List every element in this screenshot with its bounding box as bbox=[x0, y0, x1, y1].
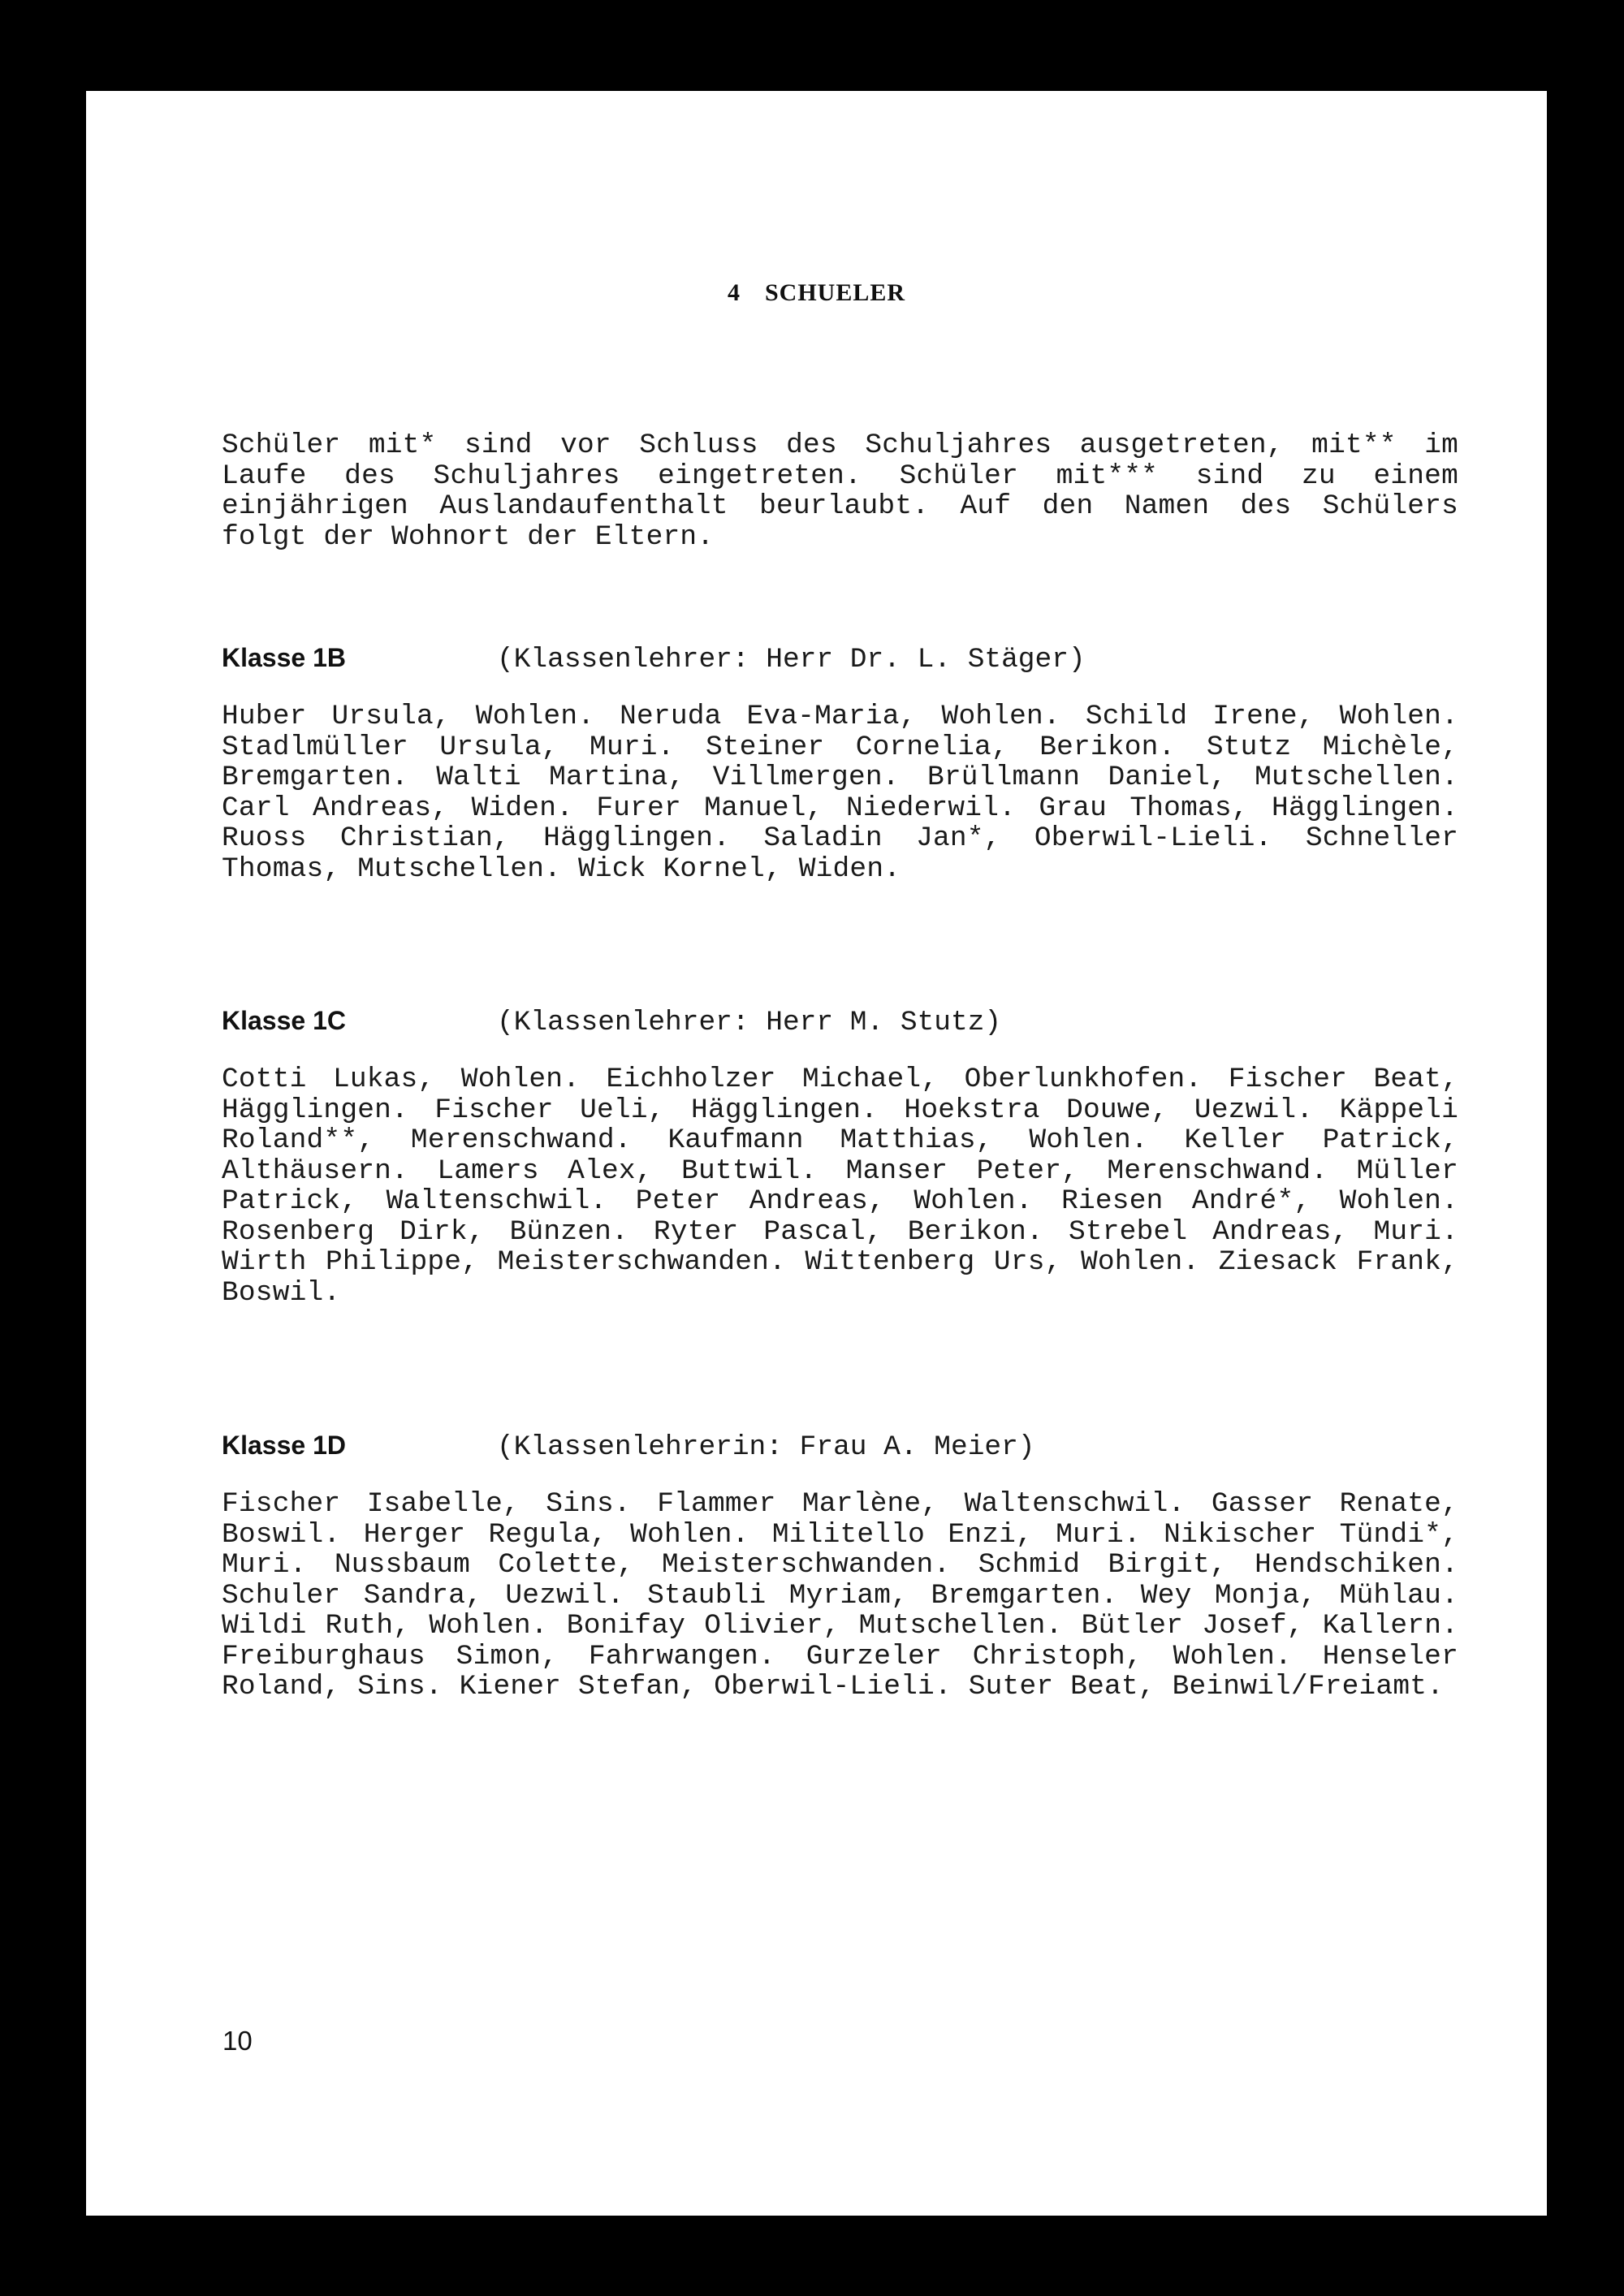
class-1d-teacher: (Klassenlehrerin: Frau A. Meier) bbox=[497, 1431, 1035, 1463]
section-title: SCHUELER bbox=[764, 279, 906, 306]
class-1c-students: Cotti Lukas, Wohlen. Eichholzer Michael, Oberlunkhofen. Fischer Beat, Hägglingen. Fischer Ueli, Hägglingen. Hoekstra Douwe, Uezwil. Käppeli Roland**, Merenschwand. Kaufmann Matthias, Wohlen. Keller Patrick, Althäusern. Lamers Alex, Buttwil. Manser Peter, Merenschwand. Müller Patrick, Waltenschwil. Peter Andreas, Wohlen. Riesen André*, Wohlen. Rosenberg Dirk, Bünzen. Ryter Pascal, Berikon. Strebel Andreas, Muri. Wirth Philippe, Meisterschwanden. Wittenberg Urs, Wohlen. Ziesack Frank, Boswil. bbox=[222, 1064, 1458, 1309]
document-page bbox=[86, 91, 1547, 2216]
class-1b-heading bbox=[222, 641, 1086, 676]
class-1d-students: Fischer Isabelle, Sins. Flammer Marlène, Waltenschwil. Gasser Renate, Boswil. Herger Regula, Wohlen. Militello Enzi, Muri. Nikischer Tündi*, Muri. Nussbaum Colette, Meisterschwanden. Schmid Birgit, Hendschiken. Schuler Sandra, Uezwil. Staubli Myriam, Bremgarten. Wey Monja, Mühlau. Wildi Ruth, Wohlen. Bonifay Olivier, Mutschellen. Bütler Josef, Kallern. Freiburghaus Simon, Fahrwangen. Gurzeler Christoph, Wohlen. Henseler Roland, Sins. Kiener Stefan, Oberwil-Lieli. Suter Beat, Beinwil/Freiamt. bbox=[222, 1488, 1458, 1703]
class-1d-name: Klasse 1D bbox=[222, 1431, 346, 1460]
class-1b-teacher: (Klassenlehrer: Herr Dr. L. Stäger) bbox=[497, 644, 1086, 675]
section-number: 4 bbox=[727, 279, 741, 306]
class-1c-name: Klasse 1C bbox=[222, 1006, 346, 1035]
class-1d-heading bbox=[222, 1429, 1035, 1464]
class-1c-heading bbox=[222, 1004, 1001, 1039]
class-1b-students: Huber Ursula, Wohlen. Neruda Eva-Maria, Wohlen. Schild Irene, Wohlen. Stadlmüller Ursula, Muri. Steiner Cornelia, Berikon. Stutz Michèle, Bremgarten. Walti Martina, Villmergen. Brüllmann Daniel, Mutschellen. Carl Andreas, Widen. Furer Manuel, Niederwil. Grau Thomas, Hägglingen. Ruoss Christian, Hägglingen. Saladin Jan*, Oberwil-Lieli. Schneller Thomas, Mutschellen. Wick Kornel, Widen. bbox=[222, 701, 1458, 885]
class-1b-name: Klasse 1B bbox=[222, 643, 346, 672]
page-number: 10 bbox=[222, 2026, 253, 2056]
section-heading bbox=[86, 279, 1547, 307]
intro-paragraph: Schüler mit* sind vor Schluss des Schuljahres ausgetreten, mit** im Laufe des Schuljahres eingetreten. Schüler mit*** sind zu einem einjährigen Auslandaufenthalt beurlaubt. Auf den Namen des Schülers folgt der Wohnort der Eltern. bbox=[222, 429, 1458, 553]
class-1c-teacher: (Klassenlehrer: Herr M. Stutz) bbox=[497, 1007, 1002, 1038]
